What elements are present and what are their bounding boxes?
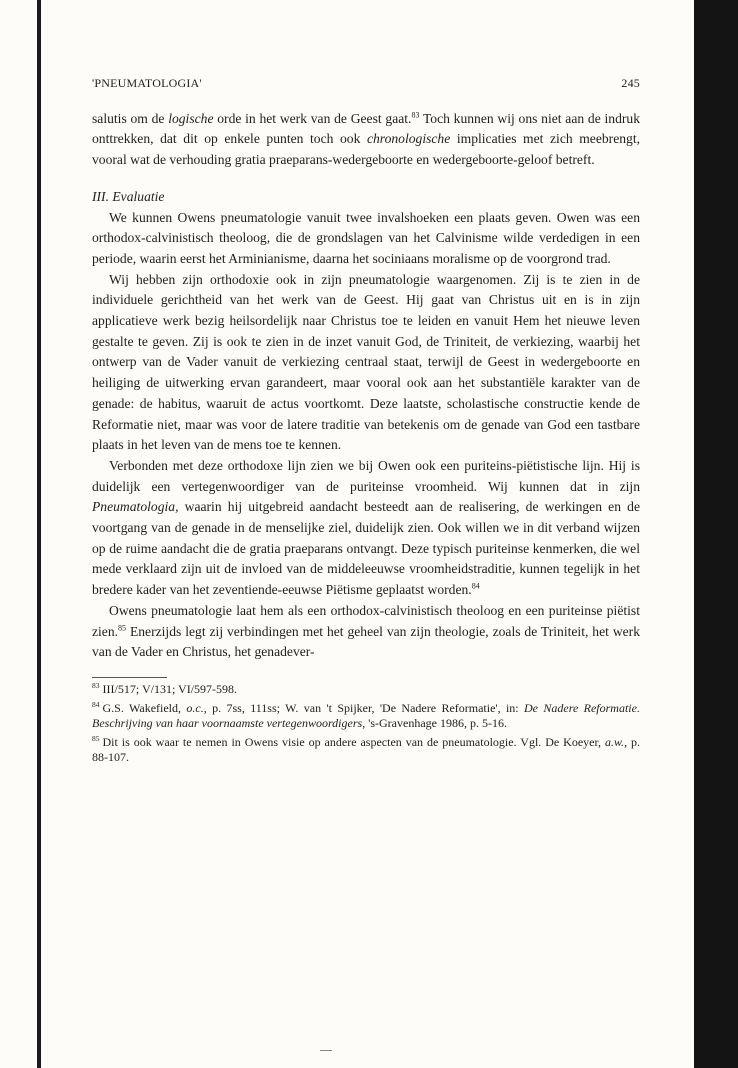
text: Verbonden met deze orthodoxe lijn zien we bij Owen ook een puriteins-piëtistische lijn. Hij is duidelijk een vertegenwoordiger van de puriteinse vroomheid. Wij kunnen dat in zijn: [92, 457, 640, 494]
footnote-ref[interactable]: 83: [411, 110, 420, 120]
footnote-ref[interactable]: 84: [471, 581, 480, 591]
footnote-number: 85: [92, 733, 100, 743]
footnote-83: [92, 682, 640, 698]
running-head: [92, 73, 640, 94]
section-heading: III. Evaluatie: [92, 188, 165, 204]
footnote-italic: a.w.: [604, 734, 625, 749]
text: Owens pneumatologie laat hem als een orthodox-calvinistisch theoloog en een puriteinse piëtist zien.: [92, 602, 640, 639]
scan-mark: [320, 1050, 332, 1051]
footnote-number: 83: [92, 680, 100, 690]
text: implicaties met zich meebrengt, vooral wat de verhouding gratia praeparans-wedergeboorte en wedergeboorte-geloof betreft.: [92, 131, 640, 168]
paragraph-5: [92, 601, 640, 663]
italic-term: logische: [168, 110, 214, 126]
book-page: [92, 68, 640, 769]
scan-edge-right: [694, 0, 738, 1068]
page-number: 245: [621, 76, 640, 90]
footnote-text: , p. 7ss, 111ss; W. van 't Spijker, 'De Nadere Reformatie', in:: [203, 700, 525, 715]
footnote-84: [92, 701, 640, 732]
footnote-text: Dit is ook waar te nemen in Owens visie op andere aspecten van de pneumatologie. Vgl. De Koeyer,: [102, 734, 605, 749]
footnote-italic-title: De Nadere Reformatie. Beschrijving van haar voornaamste vertegenwoordigers: [92, 700, 640, 731]
running-title: 'PNEUMATOLOGIA': [92, 76, 202, 90]
footnote-text: G.S. Wakefield,: [102, 700, 187, 715]
footnote-text: III/517; V/131; VI/597-598.: [102, 681, 238, 696]
footnote-number: 84: [92, 699, 100, 709]
paragraph-3: Wij hebben zijn orthodoxie ook in zijn pneumatologie waargenomen. Zij is te zien in de individuele gerichtheid van het werk van de Geest. Hij gaat van Christus uit en is in zijn applicatieve werk bezig heilsordelijk naar Christus toe te leiden en vanuit Hem het nieuwe leven gestalte te geven. Zij is ook te zien in de inzet vanuit God, de Triniteit, de verkiezing, waarbij het ontwerp van de Vader vanuit de verkiezing centraal staat, terwijl de Geest in wedergeboorte en heiliging de uitwerking ervan garandeert, maar vooral ook aan het substantiële karakter van de genade: de habitus, waaruit de actus voortkomt. Deze laatste, scholastische constructie kende de Reformatie niet, maar was voor de latere traditie van betekenis om de genade van God een tastbare plaats in het leven van de mens toe te kennen.: [92, 271, 640, 453]
footnote-text: , p. 88-107.: [92, 734, 641, 765]
footnote-divider: [92, 677, 167, 678]
footnotes: [92, 682, 640, 766]
text: orde in het werk van de Geest gaat.: [213, 110, 412, 126]
scan-edge-left: [37, 0, 41, 1068]
italic-term: chronologische: [366, 131, 451, 147]
footnote-italic: o.c.: [186, 700, 204, 715]
text: Toch kunnen wij ons niet aan de indruk onttrekken, dat dit op enkele punten toch ook: [92, 110, 640, 147]
paragraph-4: [92, 456, 640, 601]
text: Enerzijds legt zij verbindingen met het geheel van zijn theologie, zoals de Triniteit, het werk van de Vader en Christus, het genadever-: [92, 623, 640, 660]
text: waarin hij uitgebreid aandacht besteedt aan de realisering, de werkingen en de voortgang van de genade in de menselijke ziel, duidelijk zien. Ook willen we in dit verband wijzen op de ruime aandacht die de gratia praeparans ontvangt. Deze typisch puriteinse kenmerken, die wel mede verklaard zijn uit de invloed van de middeleeuwse vroomheidstraditie, kunnen tegelijk in het bredere kader van het zeventiende-eeuwse Piëtisme geplaatst worden.: [92, 499, 640, 598]
footnote-85: [92, 735, 640, 766]
paragraph-2: We kunnen Owens pneumatologie vanuit twee invalshoeken een plaats geven. Owen was een orthodox-calvinistisch theoloog, die de grondslagen van het Calvinisme wilde verdedigen in een periode, waarin eerst het Arminianisme, daarna het sociniaans moralisme op de voorgrond trad.: [92, 209, 640, 266]
footnote-ref[interactable]: 85: [118, 623, 127, 633]
footnote-text: , 's-Gravenhage 1986, p. 5-16.: [362, 716, 507, 731]
italic-title: Pneumatologia,: [92, 499, 179, 515]
paragraph-1: [92, 109, 640, 171]
text: salutis om de: [92, 110, 169, 126]
